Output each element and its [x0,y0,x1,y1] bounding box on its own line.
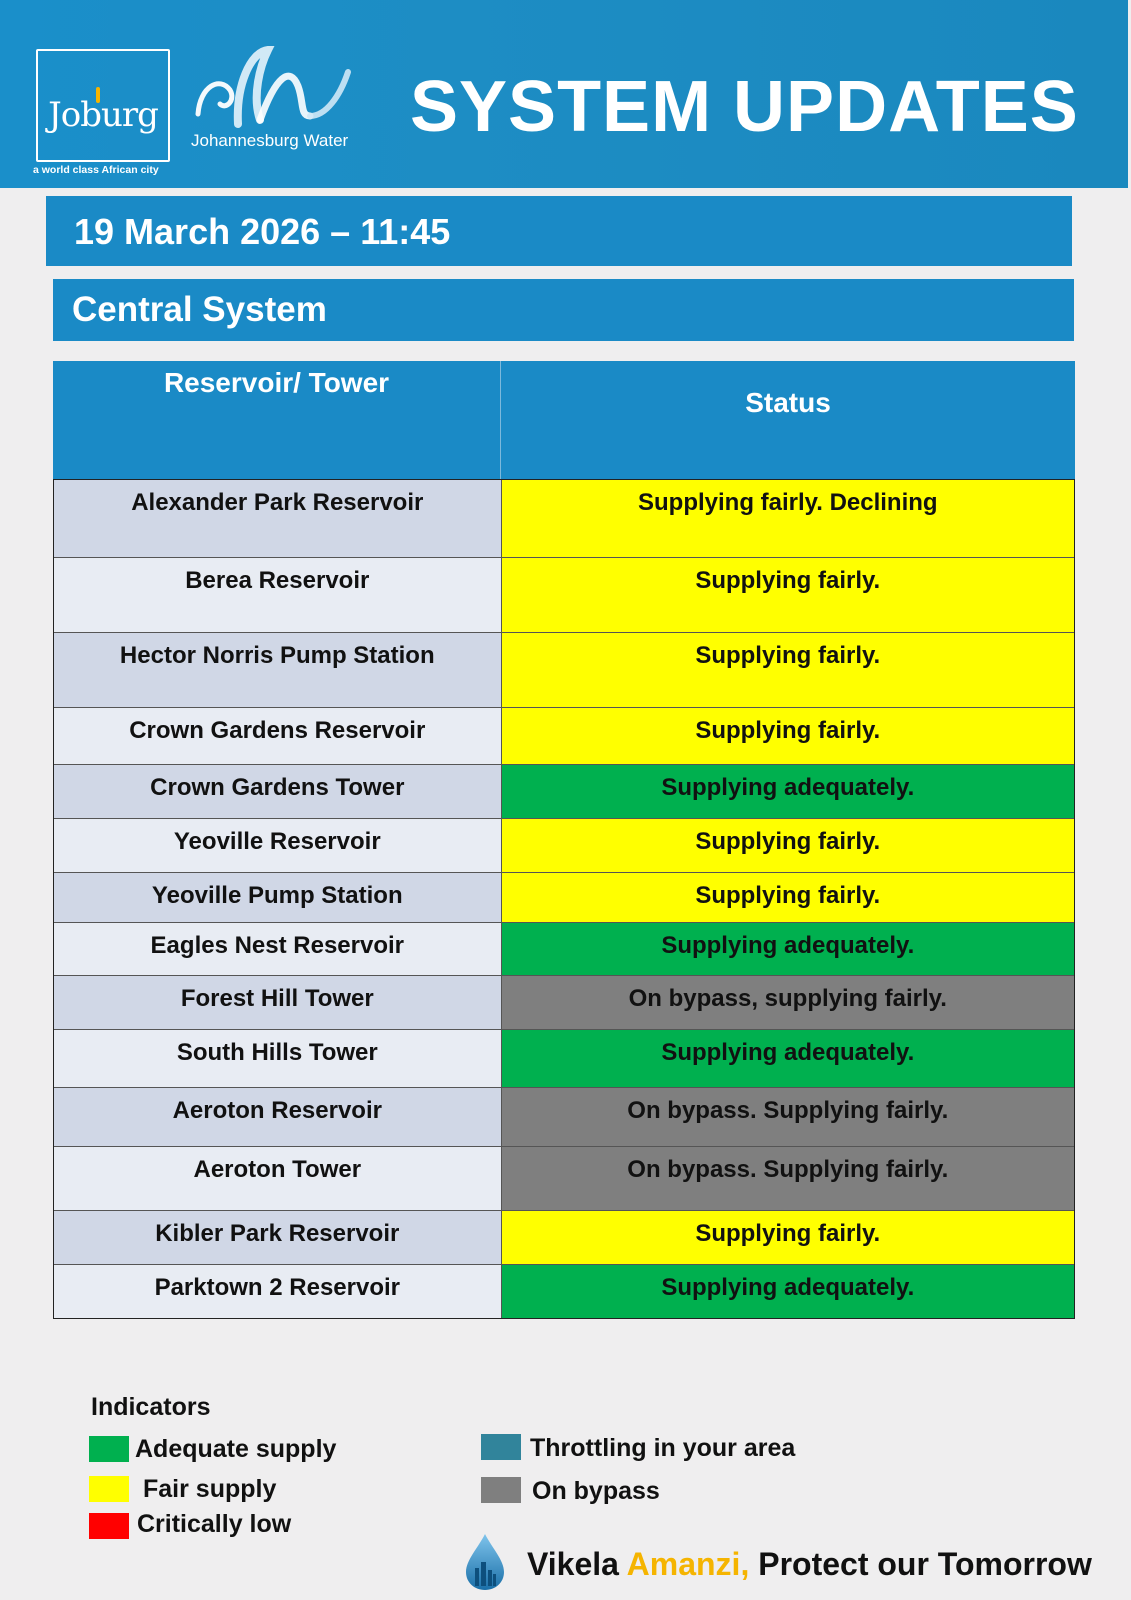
slogan-part1: Vikela [527,1546,627,1582]
slogan [527,1546,1092,1583]
reservoir-name: Yeoville Pump Station [54,873,502,922]
table-row [54,1088,1074,1147]
date-time-bar [46,196,1072,266]
reservoir-name: Aeroton Tower [54,1147,502,1210]
status-cell: Supplying fairly. [502,873,1074,922]
reservoir-name: Kibler Park Reservoir [54,1211,502,1264]
slogan-part2: Protect our Tomorrow [749,1546,1092,1582]
table-row [54,1147,1074,1211]
water-logo-text: Johannesburg Water [191,131,349,150]
status-cell: Supplying fairly. Declining [502,480,1074,557]
status-cell: Supplying adequately. [502,923,1074,975]
legend-title: Indicators [91,1393,211,1421]
status-cell: Supplying fairly. [502,1211,1074,1264]
legend-label-fair: Fair supply [143,1475,277,1503]
legend-swatch-bypass [481,1477,521,1503]
table-row [54,923,1074,976]
legend-swatch-adequate [89,1436,129,1462]
legend-swatch-critical [89,1513,129,1539]
status-cell: On bypass, supplying fairly. [502,976,1074,1029]
status-cell: Supplying adequately. [502,1030,1074,1087]
status-cell: Supplying adequately. [502,1265,1074,1318]
reservoir-name: Hector Norris Pump Station [54,633,502,707]
reservoir-name: Berea Reservoir [54,558,502,632]
legend-label-adequate: Adequate supply [135,1435,337,1463]
status-cell: On bypass. Supplying fairly. [502,1088,1074,1146]
page-title: SYSTEM UPDATES [410,67,1079,147]
column-header-reservoir: Reservoir/ Tower [53,361,501,479]
reservoir-name: Crown Gardens Tower [54,765,502,818]
status-cell: On bypass. Supplying fairly. [502,1147,1074,1210]
header-banner [0,0,1128,188]
status-cell: Supplying fairly. [502,708,1074,764]
legend-label-bypass: On bypass [532,1477,660,1505]
reservoir-name: Alexander Park Reservoir [54,480,502,557]
reservoir-name: Eagles Nest Reservoir [54,923,502,975]
joburg-logo [36,49,170,162]
water-drop-icon [464,1532,506,1592]
reservoir-name: Parktown 2 Reservoir [54,1265,502,1318]
legend-swatch-throttling [481,1434,521,1460]
column-header-status: Status [745,387,831,418]
status-table [53,361,1075,1319]
legend-label-critical: Critically low [137,1510,292,1538]
table-row [54,633,1074,708]
system-name: Central System [72,290,327,329]
table-row [54,708,1074,765]
table-row [54,1265,1074,1318]
system-bar [53,279,1074,341]
table-row [54,558,1074,633]
reservoir-name: Crown Gardens Reservoir [54,708,502,764]
table-row [54,976,1074,1030]
table-row [54,1030,1074,1088]
reservoir-name: Aeroton Reservoir [54,1088,502,1146]
status-cell: Supplying adequately. [502,765,1074,818]
table-row [54,480,1074,558]
table-header [53,361,1075,479]
reservoir-name: South Hills Tower [54,1030,502,1087]
status-cell: Supplying fairly. [502,633,1074,707]
table-row [54,819,1074,873]
tagline: a world class African city [33,164,159,176]
status-cell: Supplying fairly. [502,558,1074,632]
slogan-accent: Amanzi, [626,1546,750,1582]
table-row [54,765,1074,819]
joburg-logo-text: Joburg [48,95,158,135]
reservoir-name: Yeoville Reservoir [54,819,502,872]
reservoir-name: Forest Hill Tower [54,976,502,1029]
status-cell: Supplying fairly. [502,819,1074,872]
legend-label-throttling: Throttling in your area [530,1434,796,1462]
table-body [53,479,1075,1319]
legend-swatch-fair [89,1476,129,1502]
table-row [54,1211,1074,1265]
table-row [54,873,1074,923]
date-time: 19 March 2026 – 11:45 [74,211,451,252]
